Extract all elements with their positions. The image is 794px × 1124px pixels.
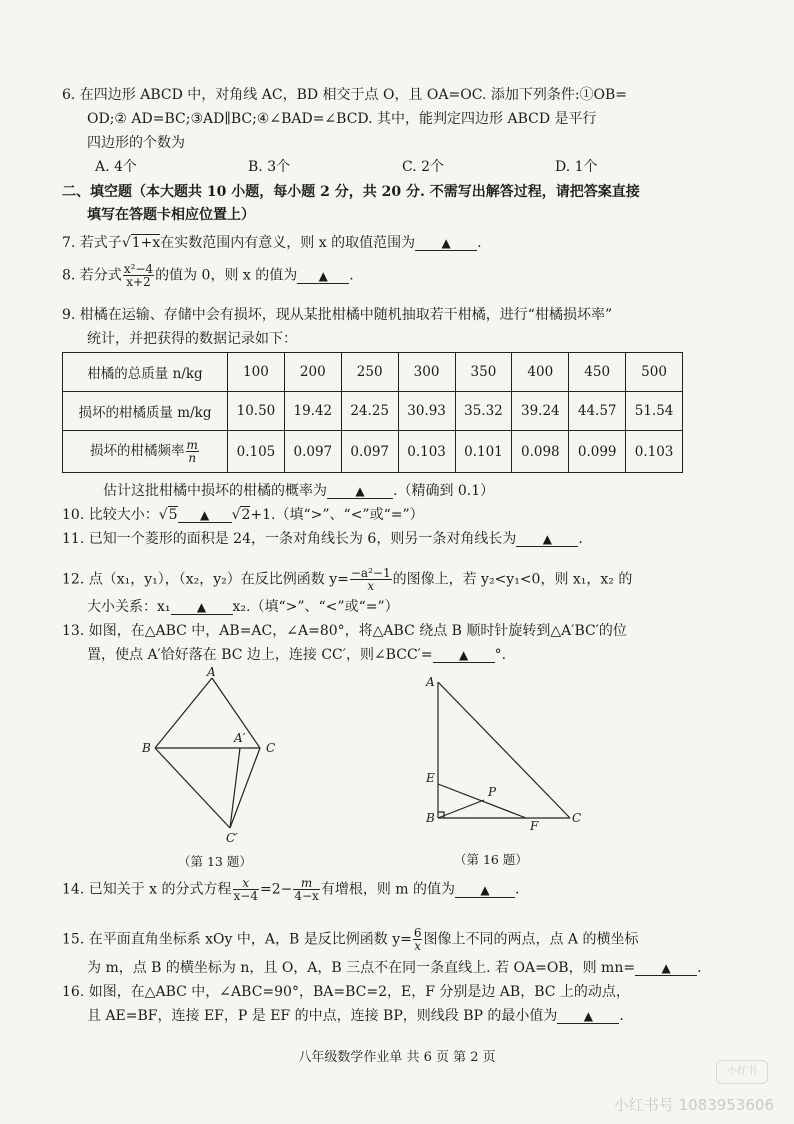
table-cell: 10.50 xyxy=(228,392,285,431)
q6-option-a: A. 4个 xyxy=(95,159,137,175)
table-cell: 0.099 xyxy=(569,431,626,473)
fig16-label-e: E xyxy=(426,771,435,785)
table-cell: 350 xyxy=(455,353,512,392)
table-cell: 30.93 xyxy=(398,392,455,431)
table-cell: 44.57 xyxy=(569,392,626,431)
fig13-label-a: A xyxy=(207,665,216,679)
table-cell: 0.097 xyxy=(284,431,341,473)
fig16-caption: （第 16 题） xyxy=(454,852,528,867)
q12-line1: 12. 点（x₁，y₁），（x₂，y₂）在反比例函数 y= $\frac{\text{−a²−1}}{x}$ 的图像上，若 y₂<y₁<0，则 x₁，x₂ 的 xyxy=(62,566,633,593)
fig16-label-c: C xyxy=(572,811,582,825)
q8-answer-blank: ▲ xyxy=(297,269,349,284)
figure-13-diagram xyxy=(130,664,300,854)
q6-option-d: D. 1个 xyxy=(555,159,598,175)
table-cell: 0.103 xyxy=(626,431,683,473)
q16-answer-blank: ▲ xyxy=(557,1009,619,1024)
table-cell: 19.42 xyxy=(284,392,341,431)
fig16-label-f: F xyxy=(530,819,539,832)
section2-heading: 二、填空题（本大题共 10 小题，每小题 2 分，共 20 分. 不需写出解答过程，请把答案直接 xyxy=(62,184,640,200)
table-row xyxy=(63,431,683,473)
fig13-label-c-prime: C′ xyxy=(226,831,238,845)
q14: 14. 已知关于 x 的分式方程 $\frac{x}{x-4}$ =2− $\frac{m}{4-x}$ 有增根，则 m 的值为 ▲ . xyxy=(62,876,520,903)
fig13-caption: （第 13 题） xyxy=(178,854,252,869)
citrus-data-table xyxy=(62,352,683,473)
q7-sqrt-sign: √ xyxy=(121,235,131,251)
q9-answer-blank: ▲ xyxy=(327,484,393,499)
table-cell: 0.098 xyxy=(512,431,569,473)
q14-answer-blank: ▲ xyxy=(455,883,515,898)
table-cell: 0.105 xyxy=(228,431,285,473)
q15-line2: 为 m，点 B 的横坐标为 n，且 O，A，B 三点不在同一条直线上. 若 OA=OB，则 mn= ▲ . xyxy=(87,960,702,976)
q7-radicand: 1+x xyxy=(131,235,161,251)
q11-answer-blank: ▲ xyxy=(516,532,578,547)
q7-pre: 7. 若式子 xyxy=(62,235,122,251)
q12-line2: 大小关系：x₁ ▲ x₂.（填“>”、“<”或“=”） xyxy=(87,599,399,615)
table-cell: 400 xyxy=(512,353,569,392)
fig16-label-a: A xyxy=(426,675,435,689)
q8-fraction: $\frac{\text{x²−4}}{x+2}$ xyxy=(123,262,154,289)
watermark-text: 小红书号 1083953606 xyxy=(613,1096,774,1114)
table-cell: 51.54 xyxy=(626,392,683,431)
q11: 11. 已知一个菱形的面积是 24，一条对角线长为 6，则另一条对角线长为 ▲ . xyxy=(62,531,583,547)
table-cell: 450 xyxy=(569,353,626,392)
q6-line2: OD;② AD=BC;③AD∥BC;④∠BAD=∠BCD. 其中，能判定四边形 ABCD 是平行 xyxy=(87,111,597,127)
q16-line1: 16. 如图，在△ABC 中，∠ABC=90°，BA=BC=2，E，F 分别是边 AB，BC 上的动点， xyxy=(62,984,630,1000)
q7: 7. 若式子√1+x在实数范围内有意义，则 x 的取值范围为 ▲ . xyxy=(62,235,482,251)
row-header-n: 柑橘的总质量 n/kg xyxy=(63,353,228,392)
q16-line2: 且 AE=BF，连接 EF，P 是 EF 的中点，连接 BP，则线段 BP 的最小值为 ▲ . xyxy=(87,1008,624,1024)
page-footer: 八年级数学作业单 共 6 页 第 2 页 xyxy=(298,1050,496,1065)
row-header-frequency: 损坏的柑橘频率 $\frac{m}{n}$ xyxy=(63,431,228,473)
table-cell: 39.24 xyxy=(512,392,569,431)
q6-line1: 6. 在四边形 ABCD 中，对角线 AC，BD 相交于点 O，且 OA=OC. 添加下列条件:①OB= xyxy=(62,87,628,103)
q9-estimate: 估计这批柑橘中损坏的柑橘的概率为 ▲ .（精确到 0.1） xyxy=(103,483,495,499)
q12-fraction: $\frac{\text{−a²−1}}{x}$ xyxy=(350,566,391,593)
q10-answer-blank: ▲ xyxy=(178,508,232,523)
fig13-label-a-prime: A′ xyxy=(234,731,246,745)
figure-16-diagram xyxy=(420,672,590,832)
q9-line1: 9. 柑橘在运输、存储中会有损坏，现从某批柑橘中随机抽取若干柑橘，进行“柑橘损坏率” xyxy=(62,307,613,323)
q15-answer-blank: ▲ xyxy=(635,961,697,976)
q7-post: 在实数范围内有意义，则 x 的取值范围为 xyxy=(160,235,416,251)
table-row xyxy=(63,353,683,392)
watermark-logo: 小红书 xyxy=(716,1060,768,1084)
table-cell: 0.101 xyxy=(455,431,512,473)
q13-line2: 置，使点 A′恰好落在 BC 边上，连接 CC′，则∠BCC′= ▲ °. xyxy=(87,647,507,663)
q13-line1: 13. 如图，在△ABC 中，AB=AC，∠A=80°，将△ABC 绕点 B 顺时针旋转到△A′BC′的位 xyxy=(62,623,627,639)
q10: 10. 比较大小：√5 ▲ √2+1.（填“>”、“<”或“=”） xyxy=(62,507,424,523)
q8: 8. 若分式 $\frac{\text{x²−4}}{x+2}$ 的值为 0，则 x 的值为 ▲ . xyxy=(62,262,354,289)
table-cell: 0.097 xyxy=(341,431,398,473)
row-header-m: 损坏的柑橘质量 m/kg xyxy=(63,392,228,431)
q15-line1: 15. 在平面直角坐标系 xOy 中，A，B 是反比例函数 y= $\frac{6}{x}$ 图像上不同的两点，点 A 的横坐标 xyxy=(62,926,639,953)
q6-option-b: B. 3个 xyxy=(248,159,291,175)
fig16-label-p: P xyxy=(488,785,497,799)
section2-heading-cont: 填写在答题卡相应位置上） xyxy=(87,207,255,223)
table-cell: 250 xyxy=(341,353,398,392)
q7-answer-blank: ▲ xyxy=(415,236,477,251)
fig13-label-b: B xyxy=(142,741,151,755)
table-cell: 35.32 xyxy=(455,392,512,431)
q9-line2: 统计，并把获得的数据记录如下： xyxy=(87,331,297,347)
q6-option-c: C. 2个 xyxy=(402,159,445,175)
table-cell: 0.103 xyxy=(398,431,455,473)
table-cell: 100 xyxy=(228,353,285,392)
fig13-label-c: C xyxy=(266,741,276,755)
table-cell: 24.25 xyxy=(341,392,398,431)
fig16-label-b: B xyxy=(426,811,435,825)
q6-line3: 四边形的个数为 xyxy=(87,135,185,151)
q13-answer-blank: ▲ xyxy=(433,648,495,663)
table-cell: 500 xyxy=(626,353,683,392)
q12-answer-blank: ▲ xyxy=(171,600,233,615)
table-row xyxy=(63,392,683,431)
table-cell: 200 xyxy=(284,353,341,392)
table-cell: 300 xyxy=(398,353,455,392)
